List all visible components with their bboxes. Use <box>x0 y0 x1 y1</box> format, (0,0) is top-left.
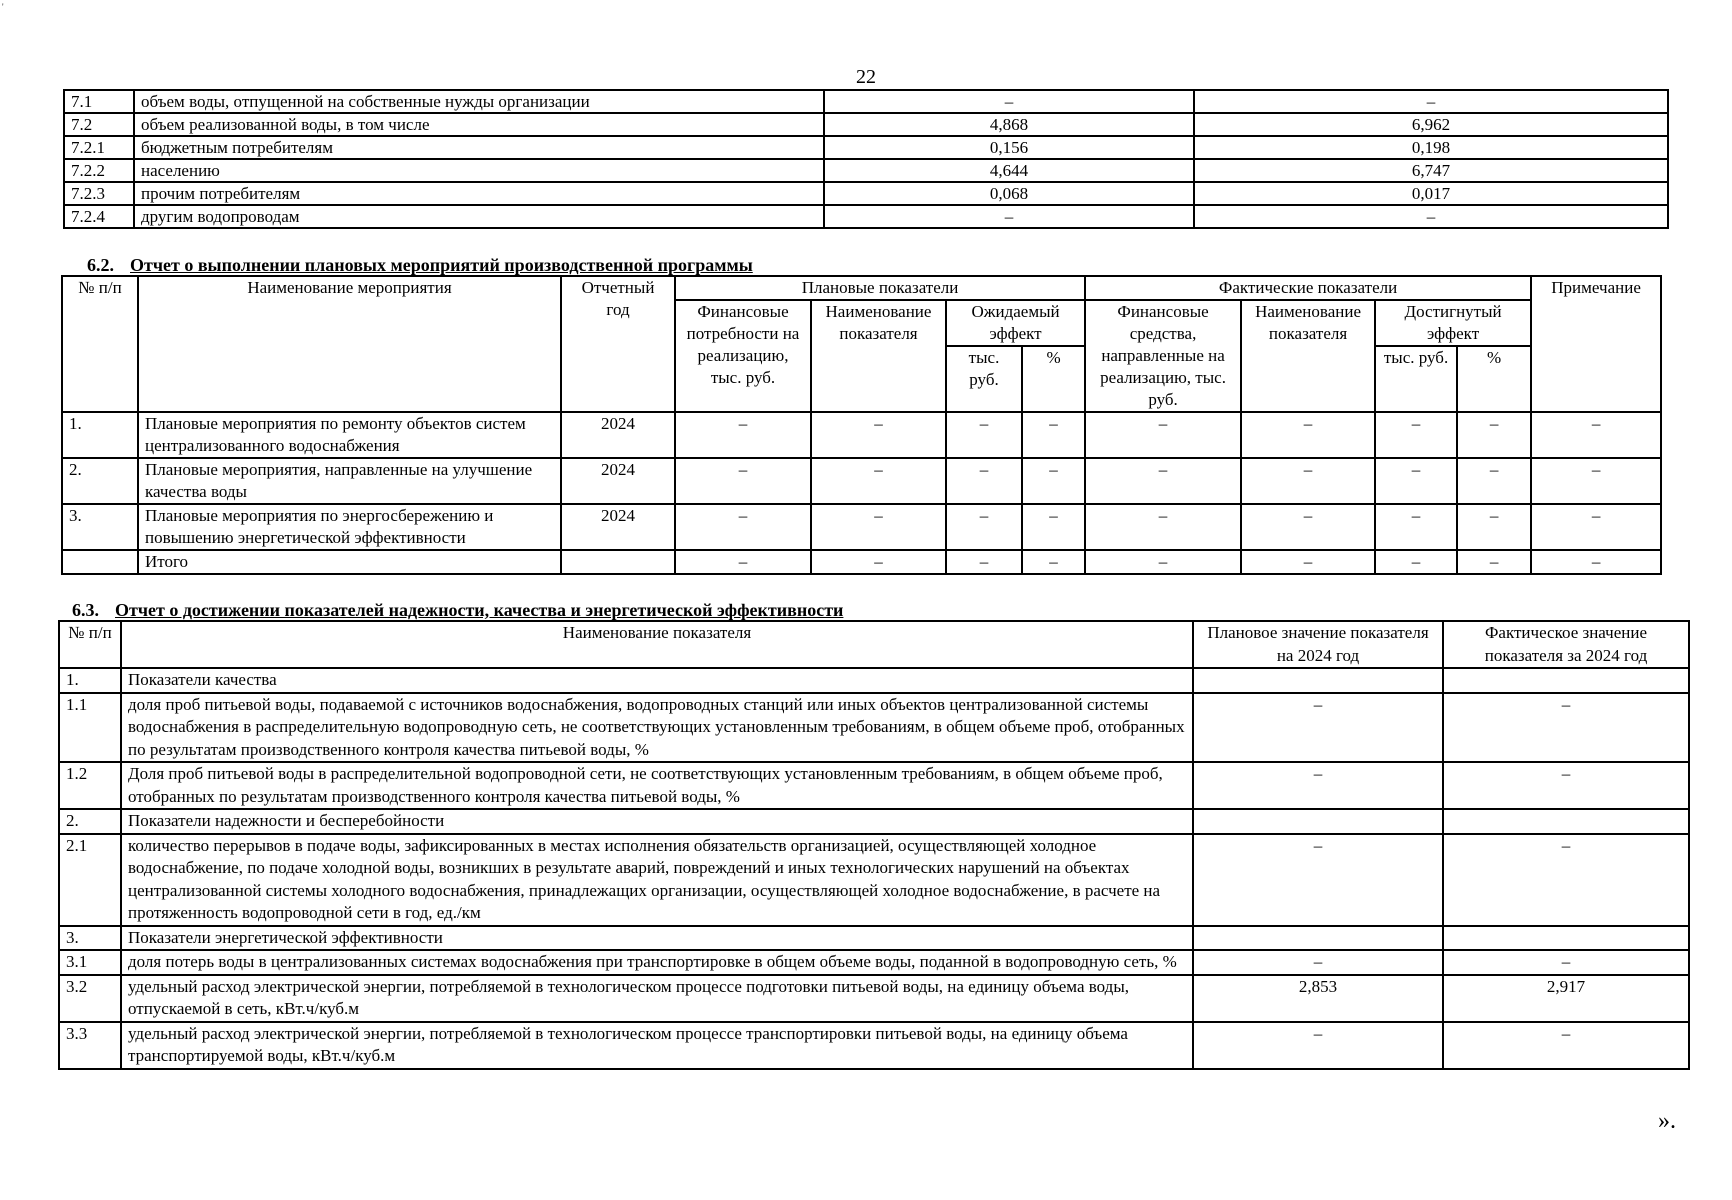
table-row <box>64 182 1668 205</box>
row-name: Плановые мероприятия по энергосбережению и повышению энергетической эффективности <box>138 504 561 550</box>
fact-value: – <box>1443 1022 1689 1069</box>
activities-table-body <box>62 412 1661 574</box>
row-value-v4: – <box>1022 504 1085 550</box>
header-fact-fin: Финансовые средства, направленные на реализацию, тыс. руб. <box>1085 300 1241 412</box>
row-number: 7.2.3 <box>64 182 134 205</box>
row-name: Плановые мероприятия, направленные на улучшение качества воды <box>138 458 561 504</box>
table-row <box>62 458 1661 504</box>
header-plan-ind: Наименование показателя <box>811 300 946 412</box>
header-fact: Фактическое значение показателя за 2024 год <box>1443 621 1689 668</box>
row-number: 2. <box>62 458 138 504</box>
row-value-v1: – <box>675 504 811 550</box>
fact-value: 6,747 <box>1194 159 1668 182</box>
table-row <box>64 113 1668 136</box>
plan-value: – <box>1193 1022 1443 1069</box>
row-year: 2024 <box>561 458 675 504</box>
row-year: 2024 <box>561 504 675 550</box>
section-title-text: Отчет о достижении показателей надежности, качества и энергетической эффективности <box>115 600 844 620</box>
row-value-v1: – <box>675 412 811 458</box>
row-number: 2.1 <box>59 834 121 926</box>
table-row <box>59 668 1689 693</box>
header-fact-effect: Достигнутый эффект <box>1375 300 1531 346</box>
header-name: Наименование показателя <box>121 621 1193 668</box>
row-name: объем реализованной воды, в том числе <box>134 113 824 136</box>
table-row <box>59 693 1689 763</box>
row-name: Показатели надежности и бесперебойности <box>121 809 1193 834</box>
table-row <box>59 762 1689 809</box>
header-fact-group: Фактические показатели <box>1085 276 1531 300</box>
plan-value: 0,068 <box>824 182 1194 205</box>
fact-value <box>1443 809 1689 834</box>
table-row <box>62 412 1661 458</box>
table-row <box>62 504 1661 550</box>
section-number: 6.3. <box>72 600 99 620</box>
table-row <box>59 975 1689 1022</box>
row-value-v5: – <box>1085 412 1241 458</box>
row-name: населению <box>134 159 824 182</box>
row-value-v7: – <box>1375 458 1457 504</box>
fact-value <box>1443 926 1689 951</box>
row-value-v7: – <box>1375 504 1457 550</box>
header-plan: Плановое значение показателя на 2024 год <box>1193 621 1443 668</box>
row-name: прочим потребителям <box>134 182 824 205</box>
row-name: доля потерь воды в централизованных системах водоснабжения при транспортировке в общем объеме воды, поданной в водопроводную сеть, % <box>121 950 1193 975</box>
total-value-v5: – <box>1085 550 1241 574</box>
total-value-v9: – <box>1531 550 1661 574</box>
fact-value: – <box>1194 90 1668 113</box>
row-name: количество перерывов в подаче воды, зафиксированных в местах исполнения обязательств организацией, осуществляющей холодное водоснабжение, по подаче холодной воды, возникших в результате аварий, повреждений и иных технологических нарушений на объектах централизованной системы холодного водоснабжения, принадлежащих организации, осуществляющей холодное водоснабжение, в расчете на протяженность водопроводной сети в год, ед./км <box>121 834 1193 926</box>
row-number: 3. <box>59 926 121 951</box>
row-name: Показатели качества <box>121 668 1193 693</box>
fact-value: 6,962 <box>1194 113 1668 136</box>
row-name: объем воды, отпущенной на собственные нужды организации <box>134 90 824 113</box>
activities-table <box>61 275 1662 575</box>
total-value-v7: – <box>1375 550 1457 574</box>
table-row <box>64 159 1668 182</box>
header-name: Наименование мероприятия <box>138 276 561 412</box>
table-row <box>59 809 1689 834</box>
row-value-v2: – <box>811 504 946 550</box>
row-number: 1. <box>62 412 138 458</box>
row-number: 1.1 <box>59 693 121 763</box>
row-name: другим водопроводам <box>134 205 824 228</box>
fact-value: 2,917 <box>1443 975 1689 1022</box>
section-number: 6.2. <box>87 255 114 275</box>
corner-mark: ' <box>2 2 4 12</box>
total-row <box>62 550 1661 574</box>
plan-value: 0,156 <box>824 136 1194 159</box>
row-value-v2: – <box>811 412 946 458</box>
row-value-v5: – <box>1085 504 1241 550</box>
plan-value: – <box>824 205 1194 228</box>
table-row <box>59 1022 1689 1069</box>
section-6-3-title <box>72 600 843 620</box>
row-value-v7: – <box>1375 412 1457 458</box>
row-number: 7.2.4 <box>64 205 134 228</box>
row-value-v9: – <box>1531 412 1661 458</box>
row-number: 7.2 <box>64 113 134 136</box>
fact-value: 0,017 <box>1194 182 1668 205</box>
row-number: 3.1 <box>59 950 121 975</box>
section-6-2-title <box>87 255 753 275</box>
fact-value: 0,198 <box>1194 136 1668 159</box>
row-value-v9: – <box>1531 458 1661 504</box>
plan-value: 4,644 <box>824 159 1194 182</box>
plan-value <box>1193 809 1443 834</box>
table-row <box>59 950 1689 975</box>
row-value-v8: – <box>1457 504 1531 550</box>
row-value-v3: – <box>946 412 1022 458</box>
indicators-table-body <box>59 668 1689 1069</box>
total-value-v2: – <box>811 550 946 574</box>
row-value-v5: – <box>1085 458 1241 504</box>
plan-value: 4,868 <box>824 113 1194 136</box>
page-number: 22 <box>856 66 876 88</box>
row-name: доля проб питьевой воды, подаваемой с источников водоснабжения, водопроводных станций или иных объектов централизованной системы водоснабжения в распределительную водопроводную сеть, не соответствующих установленным требованиям, в общем объеме проб, отобранных по результатам производственного контроля качества питьевой воды, % <box>121 693 1193 763</box>
row-value-v4: – <box>1022 458 1085 504</box>
row-value-v2: – <box>811 458 946 504</box>
plan-value <box>1193 668 1443 693</box>
section-title-text: Отчет о выполнении плановых мероприятий производственной программы <box>130 255 753 275</box>
header-num: № п/п <box>59 621 121 668</box>
row-name: бюджетным потребителям <box>134 136 824 159</box>
plan-value: 2,853 <box>1193 975 1443 1022</box>
row-value-v8: – <box>1457 412 1531 458</box>
table-row <box>59 834 1689 926</box>
row-number: 3.2 <box>59 975 121 1022</box>
table-row <box>64 90 1668 113</box>
row-number: 7.1 <box>64 90 134 113</box>
total-value-v3: – <box>946 550 1022 574</box>
header-num: № п/п <box>62 276 138 412</box>
closing-quote-mark: ». <box>1658 1108 1676 1134</box>
fact-value <box>1443 668 1689 693</box>
row-value-v3: – <box>946 458 1022 504</box>
row-number: 7.2.2 <box>64 159 134 182</box>
table-row <box>64 205 1668 228</box>
row-value-v8: – <box>1457 458 1531 504</box>
row-name: Доля проб питьевой воды в распределительной водопроводной сети, не соответствующих установленным требованиям, в общем объеме проб, отобранных по результатам производственного контроля качества питьевой воды, % <box>121 762 1193 809</box>
fact-value: – <box>1443 950 1689 975</box>
fact-value: – <box>1443 693 1689 763</box>
row-number: 1.2 <box>59 762 121 809</box>
row-year: 2024 <box>561 412 675 458</box>
row-number: 1. <box>59 668 121 693</box>
header-plan-fin: Финансовые потребности на реализацию, тыс. руб. <box>675 300 811 412</box>
header-fact-effect-pct: % <box>1457 346 1531 412</box>
plan-value: – <box>824 90 1194 113</box>
row-name: Плановые мероприятия по ремонту объектов систем централизованного водоснабжения <box>138 412 561 458</box>
header-fact-ind: Наименование показателя <box>1241 300 1375 412</box>
row-name: Показатели энергетической эффективности <box>121 926 1193 951</box>
plan-value: – <box>1193 693 1443 763</box>
row-value-v1: – <box>675 458 811 504</box>
total-value-v1: – <box>675 550 811 574</box>
indicators-table <box>58 620 1690 1070</box>
row-number: 2. <box>59 809 121 834</box>
row-number: 7.2.1 <box>64 136 134 159</box>
row-name: удельный расход электрической энергии, потребляемой в технологическом процессе транспортировки питьевой воды, на единицу объема транспортируемой воды, кВт.ч/куб.м <box>121 1022 1193 1069</box>
fact-value: – <box>1443 762 1689 809</box>
plan-value: – <box>1193 762 1443 809</box>
row-value-v6: – <box>1241 504 1375 550</box>
header-year: Отчетный год <box>561 276 675 412</box>
total-label: Итого <box>138 550 561 574</box>
row-value-v6: – <box>1241 458 1375 504</box>
row-number: 3. <box>62 504 138 550</box>
total-num-empty <box>62 550 138 574</box>
row-value-v4: – <box>1022 412 1085 458</box>
row-value-v9: – <box>1531 504 1661 550</box>
fact-value: – <box>1194 205 1668 228</box>
header-plan-effect-rub: тыс. руб. <box>946 346 1022 412</box>
fact-value: – <box>1443 834 1689 926</box>
header-plan-effect: Ожидаемый эффект <box>946 300 1085 346</box>
header-fact-effect-rub: тыс. руб. <box>1375 346 1457 412</box>
plan-value: – <box>1193 950 1443 975</box>
volume-table-body <box>64 90 1668 228</box>
header-note: Примечание <box>1531 276 1661 412</box>
total-year-empty <box>561 550 675 574</box>
header-plan-effect-pct: % <box>1022 346 1085 412</box>
row-number: 3.3 <box>59 1022 121 1069</box>
header-row <box>59 621 1689 668</box>
row-name: удельный расход электрической энергии, потребляемой в технологическом процессе подготовки питьевой воды, на единицу объема воды, отпускаемой в сеть, кВт.ч/куб.м <box>121 975 1193 1022</box>
header-row-1 <box>62 276 1661 300</box>
table-row <box>64 136 1668 159</box>
total-value-v8: – <box>1457 550 1531 574</box>
row-value-v6: – <box>1241 412 1375 458</box>
header-plan-group: Плановые показатели <box>675 276 1085 300</box>
plan-value: – <box>1193 834 1443 926</box>
total-value-v6: – <box>1241 550 1375 574</box>
table-row <box>59 926 1689 951</box>
volume-table <box>63 89 1669 229</box>
plan-value <box>1193 926 1443 951</box>
total-value-v4: – <box>1022 550 1085 574</box>
row-value-v3: – <box>946 504 1022 550</box>
